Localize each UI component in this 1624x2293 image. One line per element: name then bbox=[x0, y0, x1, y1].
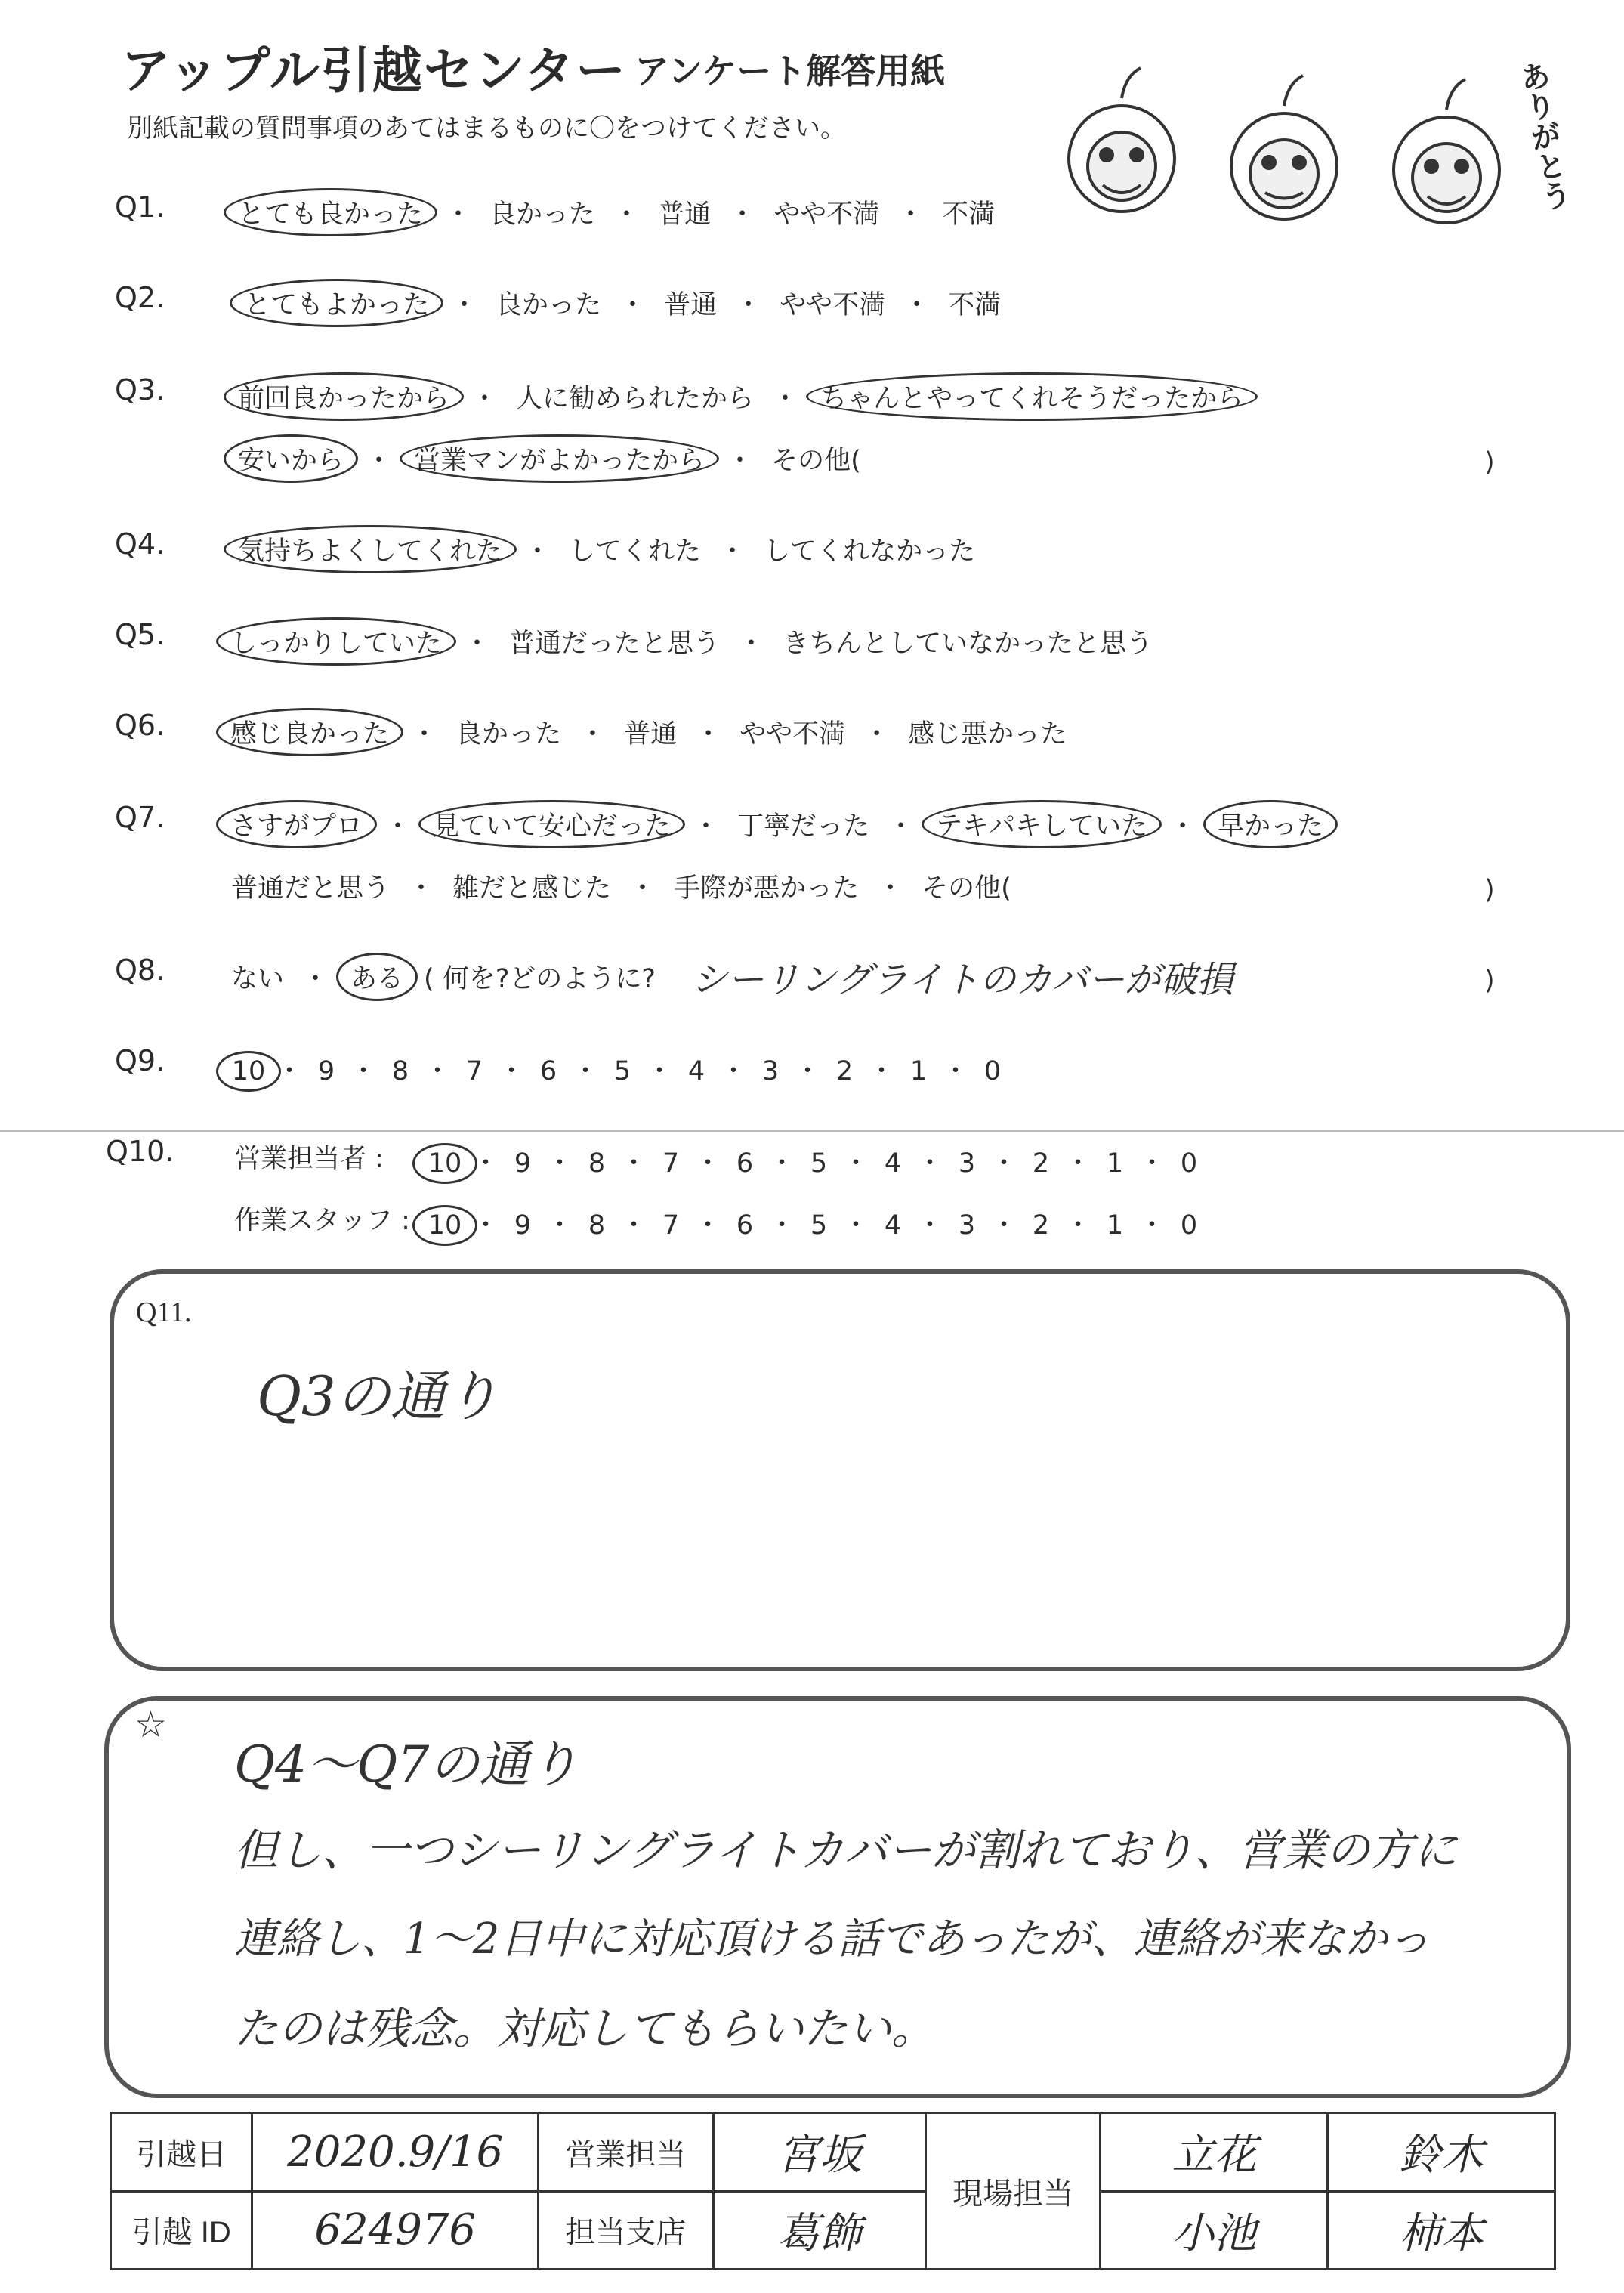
q10-staff-score-6[interactable]: 6 bbox=[736, 1210, 754, 1241]
q5-label: Q5. bbox=[115, 618, 165, 651]
comment-line-2[interactable]: 但し、一つシーリングライトカバーが割れており、営業の方に bbox=[234, 1825, 1458, 1876]
sales-person-value[interactable]: 宮坂 bbox=[713, 2113, 925, 2192]
q7-label: Q7. bbox=[115, 801, 165, 834]
q4-options: 気持ちよくしてくれた ・ してくれた ・ してくれなかった bbox=[234, 530, 975, 568]
mascot-illustration bbox=[1042, 45, 1574, 257]
q2-option-1[interactable]: とてもよかった bbox=[230, 279, 443, 327]
q9-score-4[interactable]: 4 bbox=[687, 1056, 705, 1086]
moving-id-value[interactable]: 624976 bbox=[252, 2191, 538, 2270]
form-subtitle: アンケート解答用紙 bbox=[634, 51, 946, 91]
q8-option-no[interactable]: ない bbox=[231, 964, 285, 994]
q7-options-line2: 普通だと思う ・ 雑だと感じた ・ 手際が悪かった ・ その他( bbox=[231, 873, 1011, 904]
q11-handwritten-answer[interactable]: Q3の通り bbox=[257, 1364, 499, 1428]
q6-option-3[interactable]: 普通 bbox=[624, 719, 678, 749]
q3-options-line2: 安いから ・ 営業マンがよかったから ・ その他( bbox=[234, 440, 861, 477]
site-staff-label: 現場担当 bbox=[925, 2113, 1101, 2270]
q6-option-2[interactable]: 良かった bbox=[455, 719, 562, 749]
q11-answer-box[interactable] bbox=[110, 1269, 1570, 1671]
q4-option-2[interactable]: してくれた bbox=[569, 536, 702, 567]
q3-option-3[interactable]: ちゃんとやってくれそうだったから bbox=[806, 372, 1258, 421]
q8-handwritten-answer[interactable]: シーリングライトのカバーが破損 bbox=[691, 959, 1233, 1001]
site-staff-2[interactable]: 鈴木 bbox=[1328, 2113, 1555, 2192]
q1-options: とても良かった ・ 良かった ・ 普通 ・ やや不満 ・ 不満 bbox=[234, 193, 995, 231]
q3-option-4[interactable]: 安いから bbox=[224, 434, 358, 483]
q7-option-3[interactable]: 丁寧だった bbox=[737, 811, 870, 842]
q10-sales-score-0[interactable]: 0 bbox=[1180, 1148, 1198, 1179]
moving-date-value[interactable]: 2020.9/16 bbox=[252, 2113, 538, 2192]
q10-staff-score-10[interactable]: 10 bbox=[412, 1205, 477, 1246]
q10-staff-scale: 10 ・ 9 ・ 8 ・ 7 ・ 6 ・ 5 ・ 4 ・ 3 ・ 2 ・ 1 ・ 0 bbox=[423, 1204, 1207, 1242]
site-staff-3[interactable]: 小池 bbox=[1101, 2191, 1328, 2270]
q10-sales-score-5[interactable]: 5 bbox=[810, 1148, 828, 1179]
q1-option-3[interactable]: 普通 bbox=[658, 199, 712, 230]
q2-options: とてもよかった ・ 良かった ・ 普通 ・ やや不満 ・ 不満 bbox=[240, 284, 1001, 322]
q10-staff-score-2[interactable]: 2 bbox=[1032, 1210, 1050, 1241]
form-title: アップル引越センター bbox=[121, 42, 628, 100]
q8-close-paren: ) bbox=[1484, 966, 1495, 996]
q10-staff-score-1[interactable]: 1 bbox=[1106, 1210, 1124, 1241]
q7-close-paren: ) bbox=[1484, 875, 1495, 905]
q7-options-line1: さすがプロ ・ 見ていて安心だった ・ 丁寧だった ・ テキパキしていた ・ 早かった bbox=[227, 805, 1327, 843]
q1-option-4[interactable]: やや不満 bbox=[773, 199, 880, 230]
q10-sales-score-2[interactable]: 2 bbox=[1032, 1148, 1050, 1179]
q7-option-other[interactable]: その他( bbox=[922, 873, 1011, 904]
q1-option-1[interactable]: とても良かった bbox=[224, 188, 437, 236]
q10-staff-score-0[interactable]: 0 bbox=[1180, 1210, 1198, 1241]
q7-option-4[interactable]: テキパキしていた bbox=[922, 800, 1162, 848]
instructions: 別紙記載の質問事項のあてはまるものに〇をつけてください。 bbox=[127, 113, 846, 144]
q10-sales-score-7[interactable]: 7 bbox=[662, 1148, 680, 1179]
q9-score-7[interactable]: 7 bbox=[465, 1056, 483, 1086]
q9-score-5[interactable]: 5 bbox=[613, 1056, 631, 1086]
q5-option-2[interactable]: 普通だったと思う bbox=[508, 629, 721, 659]
q7-option-6[interactable]: 普通だと思う bbox=[231, 873, 391, 904]
branch-label: 担当支店 bbox=[538, 2191, 713, 2270]
q10-label: Q10. bbox=[106, 1135, 174, 1168]
q7-option-8[interactable]: 手際が悪かった bbox=[674, 873, 860, 904]
q2-label: Q2. bbox=[115, 281, 165, 314]
q3-option-1[interactable]: 前回良かったから bbox=[224, 372, 464, 421]
q10-sales-score-8[interactable]: 8 bbox=[588, 1148, 606, 1179]
q3-options-line1: 前回良かったから ・ 人に勧められたから ・ ちゃんとやってくれそうだったから bbox=[234, 378, 1247, 416]
page-fold-line bbox=[0, 1130, 1624, 1132]
q8-option-yes[interactable]: ある bbox=[336, 953, 418, 1001]
monkey-mascots-icon bbox=[1042, 45, 1511, 257]
q10-sales-score-6[interactable]: 6 bbox=[736, 1148, 754, 1179]
q3-option-5[interactable]: 営業マンがよかったから bbox=[400, 434, 719, 483]
q9-score-3[interactable]: 3 bbox=[761, 1056, 780, 1086]
q9-label: Q9. bbox=[115, 1044, 165, 1077]
q9-score-10[interactable]: 10 bbox=[216, 1051, 281, 1092]
q5-option-3[interactable]: きちんとしていなかったと思う bbox=[783, 629, 1153, 659]
q9-score-6[interactable]: 6 bbox=[539, 1056, 557, 1086]
q9-score-2[interactable]: 2 bbox=[835, 1056, 854, 1086]
q6-option-5[interactable]: 感じ悪かった bbox=[908, 719, 1067, 749]
comment-line-3[interactable]: 連絡し、1〜2日中に対応頂ける話であったが、連絡が来なかっ bbox=[234, 1914, 1430, 1964]
q7-option-7[interactable]: 雑だと感じた bbox=[452, 873, 612, 904]
q7-option-5[interactable]: 早かった bbox=[1203, 800, 1338, 848]
q11-label: Q11. bbox=[136, 1296, 192, 1328]
site-staff-1[interactable]: 立花 bbox=[1101, 2113, 1328, 2192]
site-staff-4[interactable]: 柿本 bbox=[1328, 2191, 1555, 2270]
q2-option-3[interactable]: 普通 bbox=[664, 290, 718, 320]
q10-staff-score-4[interactable]: 4 bbox=[884, 1210, 902, 1241]
q6-option-1[interactable]: 感じ良かった bbox=[216, 708, 403, 756]
q10-staff-score-7[interactable]: 7 bbox=[662, 1210, 680, 1241]
q8-label: Q8. bbox=[115, 953, 165, 987]
q2-option-2[interactable]: 良かった bbox=[496, 290, 602, 320]
comment-line-1[interactable]: Q4〜Q7の通り bbox=[234, 1735, 579, 1794]
q10-sales-score-1[interactable]: 1 bbox=[1106, 1148, 1124, 1179]
q9-score-9[interactable]: 9 bbox=[317, 1056, 335, 1086]
q10-sales-score-4[interactable]: 4 bbox=[884, 1148, 902, 1179]
q10-staff-label: 作業スタッフ : bbox=[234, 1206, 410, 1236]
q10-staff-score-8[interactable]: 8 bbox=[588, 1210, 606, 1241]
q7-option-1[interactable]: さすがプロ bbox=[216, 800, 377, 848]
q3-option-2[interactable]: 人に勧められたから bbox=[516, 384, 755, 414]
q9-score-8[interactable]: 8 bbox=[391, 1056, 409, 1086]
sales-person-label: 営業担当 bbox=[538, 2113, 713, 2192]
q10-sales-score-10[interactable]: 10 bbox=[412, 1143, 477, 1184]
q2-option-4[interactable]: やや不満 bbox=[780, 290, 886, 320]
q5-option-1[interactable]: しっかりしていた bbox=[216, 617, 456, 666]
q9-score-0[interactable]: 0 bbox=[983, 1056, 1002, 1086]
q9-score-1[interactable]: 1 bbox=[909, 1056, 928, 1086]
q6-option-4[interactable]: やや不満 bbox=[739, 719, 846, 749]
branch-value[interactable]: 葛飾 bbox=[713, 2191, 925, 2270]
q2-option-5[interactable]: 不満 bbox=[948, 290, 1002, 320]
footer-info-table bbox=[110, 2112, 1556, 2270]
q4-option-1[interactable]: 気持ちよくしてくれた bbox=[224, 525, 517, 573]
q9-scale: 10 ・ 9 ・ 8 ・ 7 ・ 6 ・ 5 ・ 4 ・ 3 ・ 2 ・ 1 ・ 0 bbox=[227, 1050, 1011, 1088]
q3-close-paren: ) bbox=[1484, 447, 1495, 477]
q6-options: 感じ良かった ・ 良かった ・ 普通 ・ やや不満 ・ 感じ悪かった bbox=[227, 713, 1067, 751]
q5-options: しっかりしていた ・ 普通だったと思う ・ きちんとしていなかったと思う bbox=[227, 623, 1153, 660]
q1-label: Q1. bbox=[115, 190, 165, 224]
comment-line-4[interactable]: たのは残念。対応してもらいたい。 bbox=[234, 2003, 936, 2054]
q10-staff-score-5[interactable]: 5 bbox=[810, 1210, 828, 1241]
q1-option-2[interactable]: 良かった bbox=[489, 199, 596, 230]
q10-staff-score-3[interactable]: 3 bbox=[958, 1210, 976, 1241]
q10-sales-score-3[interactable]: 3 bbox=[958, 1148, 976, 1179]
star-icon: ☆ bbox=[134, 1704, 168, 1746]
q4-label: Q4. bbox=[115, 527, 165, 561]
q10-sales-label: 営業担当者 : bbox=[234, 1144, 384, 1174]
q10-sales-score-9[interactable]: 9 bbox=[514, 1148, 532, 1179]
q1-option-5[interactable]: 不満 bbox=[942, 199, 996, 230]
q6-label: Q6. bbox=[115, 709, 165, 742]
q7-option-2[interactable]: 見ていて安心だった bbox=[418, 800, 685, 848]
mascot-thanks-text: ありがとう bbox=[1512, 58, 1574, 214]
q3-label: Q3. bbox=[115, 373, 165, 406]
q8-options: ない ・ ある ( 何を?どのように? bbox=[231, 958, 656, 996]
moving-id-label: 引越 ID bbox=[111, 2191, 252, 2270]
q10-staff-score-9[interactable]: 9 bbox=[514, 1210, 532, 1241]
moving-date-label: 引越日 bbox=[111, 2113, 252, 2192]
q3-option-other[interactable]: その他( bbox=[771, 446, 861, 476]
q10-sales-scale: 10 ・ 9 ・ 8 ・ 7 ・ 6 ・ 5 ・ 4 ・ 3 ・ 2 ・ 1 ・ 0 bbox=[423, 1142, 1207, 1180]
q8-prompt: ( 何を?どのように? bbox=[424, 964, 656, 994]
q4-option-3[interactable]: してくれなかった bbox=[764, 536, 976, 567]
